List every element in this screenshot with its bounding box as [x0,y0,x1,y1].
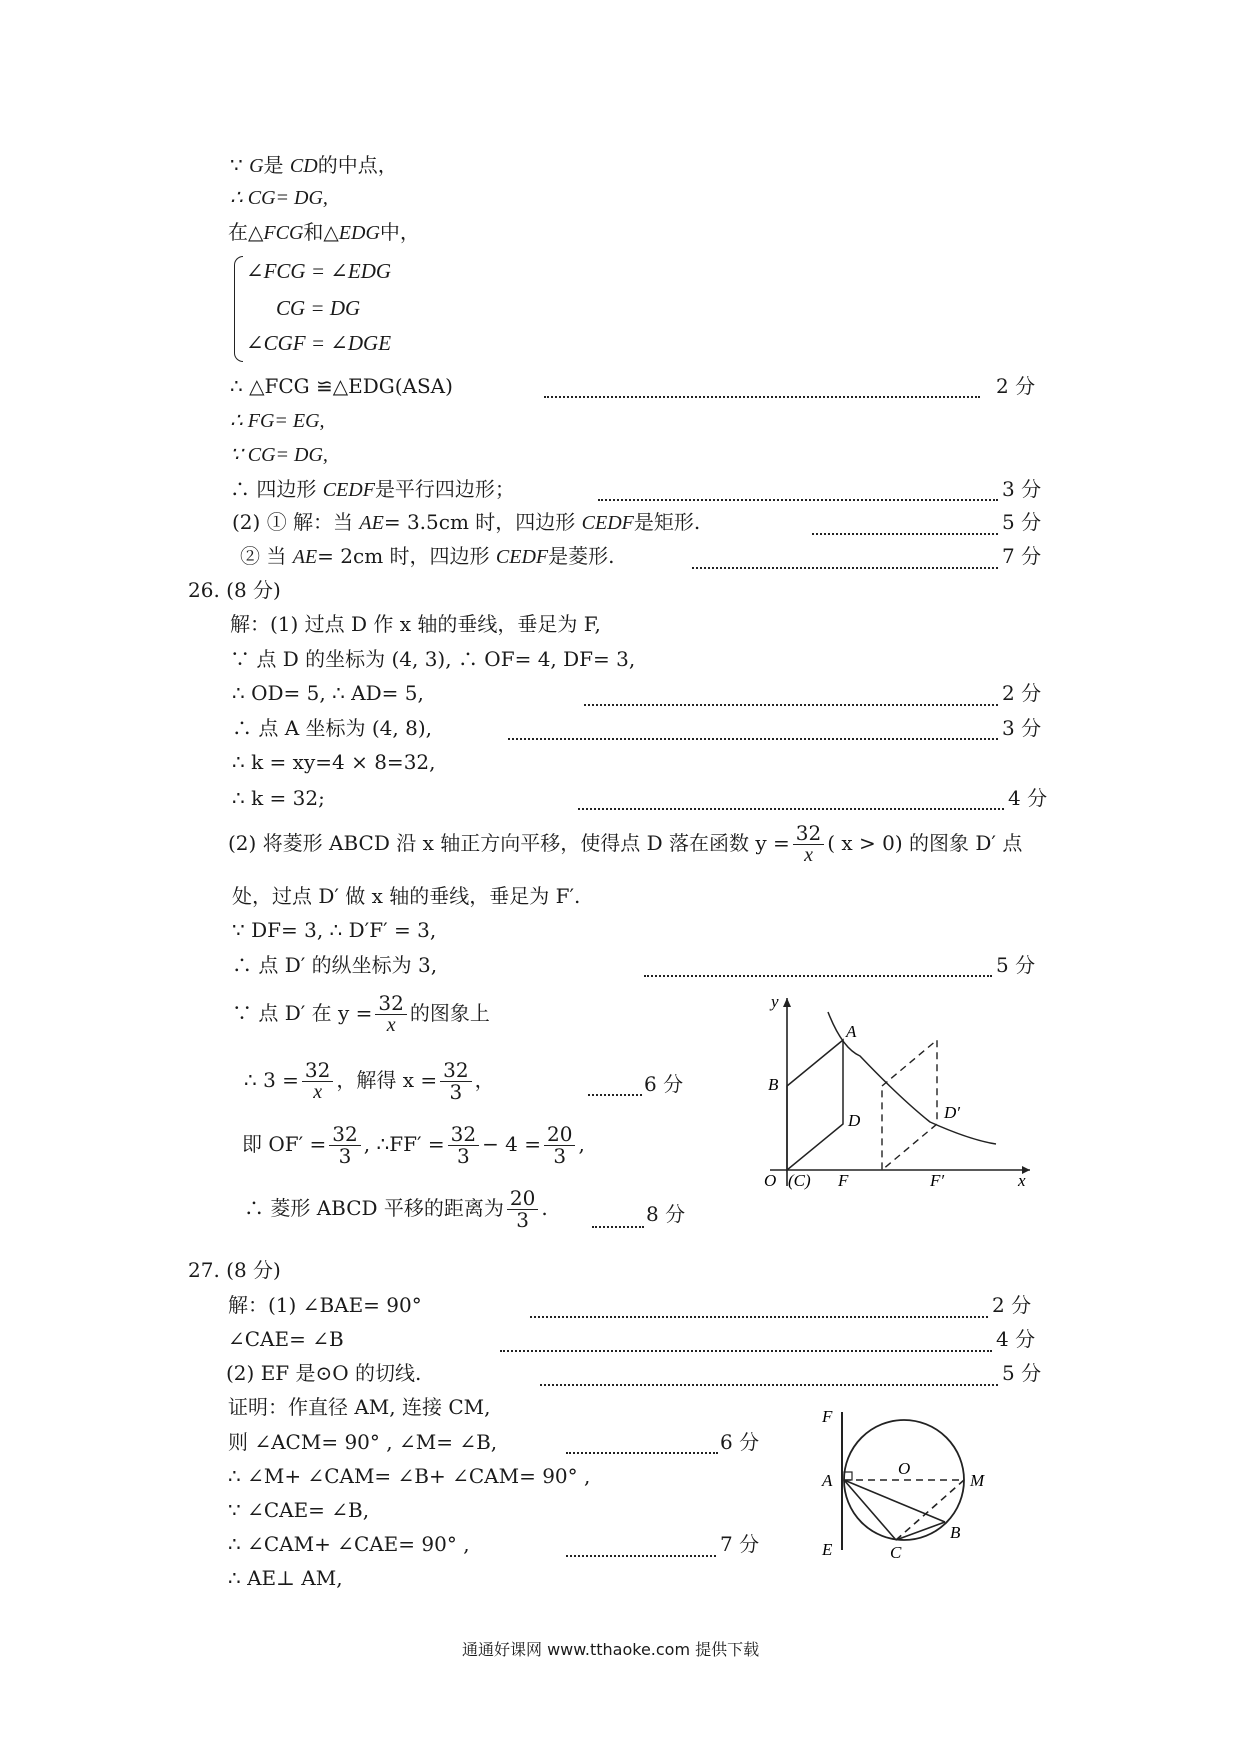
rhombus-abcd [787,1040,843,1170]
leader-dots [598,499,998,501]
p27-line6: ∴ ∠M+ ∠CAM= ∠B+ ∠CAM= 90° , [228,1464,591,1488]
p26-line4: ∴ 点 A 坐标为 (4, 8), [232,716,432,740]
p25-line5: ∴ FG= EG, [230,410,325,432]
leader-dots [578,808,1004,810]
p27-line1: 解：(1) ∠BAE= 90° [228,1293,422,1317]
score: 7 分 [720,1532,760,1556]
score: 2 分 [1002,681,1042,705]
leader-dots [592,1226,644,1228]
p26-line6: ∴ k = 32; [232,786,325,810]
label-C: (C) [788,1171,811,1190]
score: 5 分 [1002,1361,1042,1385]
p26-line12: ∴ 3 = $\frac{32}{x}$ ，解得 x = $\frac{32}{3}$ ， [244,1058,495,1104]
score: 8 分 [646,1202,686,1226]
p27-line2: ∠CAE= ∠B [228,1327,344,1351]
p27-line7: ∵ ∠CAE= ∠B, [228,1498,370,1522]
p27-line8: ∴ ∠CAM+ ∠CAE= 90° , [228,1532,470,1556]
p26-line11: ∵ 点 D′ 在 y = $\frac{32}{x}$ 的图象上 [232,991,490,1036]
leader-dots [588,1094,642,1096]
p25-line7: ∴ 四边形 CEDF是平行四边形； [230,477,515,501]
question-26-heading: 26. (8 分) [188,578,281,602]
p26-line7: (2) 将菱形 ABCD 沿 x 轴正方向平移，使得点 D 落在函数 y = $\frac{32}{x}$ ( x > 0) 的图象 D′ 点 [228,821,1023,866]
p27-line9: ∴ AE⊥ AM, [228,1566,343,1590]
p26-line14: ∴ 菱形 ABCD 平移的距离为 $\frac{20}{3}$ . [244,1186,548,1232]
system-eq3: ∠CGF = ∠DGE [246,331,392,355]
label-B: B [768,1075,779,1094]
p25-line9: ② 当 AE= 2cm 时，四边形 CEDF是菱形. [240,544,615,568]
leader-dots [540,1384,998,1386]
label-A: A [846,1022,857,1041]
figure-26-graph [740,990,1040,1190]
fraction: $\frac{32}{3}$ [329,1124,360,1167]
score: 6 分 [644,1072,684,1096]
p25-line6: ∵ CG= DG, [230,444,328,466]
score: 5 分 [1002,510,1042,534]
fraction: $\frac{32}{3}$ [448,1124,479,1167]
score: 6 分 [720,1430,760,1454]
p27-line3: (2) EF 是⊙O 的切线. [226,1361,422,1385]
score: 2 分 [992,1293,1032,1317]
fraction: $\frac{32}{x}$ [375,993,406,1036]
score: 7 分 [1002,544,1042,568]
score: 4 分 [1008,786,1048,810]
fraction: $\frac{20}{3}$ [544,1124,575,1167]
leader-dots [566,1555,716,1557]
leader-dots [530,1316,988,1318]
score: 4 分 [996,1327,1036,1351]
leader-dots [584,704,998,706]
figure-27-circle [812,1400,1022,1560]
label-B: B [950,1523,961,1542]
label-F: F [838,1171,849,1190]
label-F: F [822,1407,833,1426]
label-x: x [1018,1171,1026,1190]
label-O: O [764,1171,777,1190]
label-y: y [771,992,779,1011]
p26-line1: 解：(1) 过点 D 作 x 轴的垂线，垂足为 F, [230,612,601,636]
label-D: D [848,1111,861,1130]
system-eq2: CG = DG [276,296,361,320]
question-27-heading: 27. (8 分) [188,1258,281,1282]
label-O: O [898,1459,911,1478]
chord-ab [844,1480,945,1522]
p25-line1: ∵ G是 CD的中点， [230,153,398,177]
leader-dots [508,738,998,740]
score: 5 分 [996,953,1036,977]
label-M: M [970,1471,985,1490]
p26-line2: ∵ 点 D 的坐标为 (4, 3), ∴ OF= 4, DF= 3, [230,647,636,671]
p26-line10: ∴ 点 D′ 的纵坐标为 3, [232,953,438,977]
p26-line9: ∵ DF= 3, ∴ D′F′ = 3, [232,918,437,942]
score: 3 分 [1002,716,1042,740]
label-A: A [822,1471,833,1490]
fraction: $\frac{20}{3}$ [507,1188,538,1231]
score: 3 分 [1002,477,1042,501]
p25-line8: (2) ① 解：当 AE= 3.5cm 时，四边形 CEDF是矩形. [232,510,701,534]
fraction: $\frac{32}{x}$ [302,1060,333,1103]
p25-line4: ∴ △FCG ≌△EDG(ASA) [230,374,453,398]
leader-dots [544,396,980,398]
p26-line3: ∴ OD= 5, ∴ AD= 5, [232,681,424,705]
fraction: $\frac{32}{3}$ [440,1060,471,1103]
p26-line5: ∴ k = xy=4 × 8=32, [232,750,436,774]
p25-line2: ∴ CG= DG, [230,187,328,209]
leader-dots [644,975,992,977]
leader-dots [500,1350,992,1352]
system-brace [234,256,243,362]
leader-dots [692,567,998,569]
fraction: $\frac{32}{x}$ [793,823,824,866]
label-D-prime: D′ [944,1103,960,1122]
page-footer: 通通好课网 www.tthaoke.com 提供下载 [462,1640,760,1659]
p27-line5: 则 ∠ACM= 90° , ∠M= ∠B, [228,1430,498,1454]
system-eq1: ∠FCG = ∠EDG [246,259,392,283]
p26-line8: 处，过点 D′ 做 x 轴的垂线，垂足为 F′. [232,884,581,908]
p27-line4: 证明：作直径 AM, 连接 CM, [228,1395,491,1419]
label-E: E [822,1540,833,1559]
label-C: C [890,1543,902,1560]
leader-dots [812,533,998,535]
score: 2 分 [996,374,1036,398]
p25-line3: 在△FCG和△EDG中， [228,220,420,244]
leader-dots [566,1452,718,1454]
p26-line13: 即 OF′ = $\frac{32}{3}$ , ∴FF′ = $\frac{32}{3}$ − 4 = $\frac{20}{3}$ , [242,1122,585,1168]
label-F-prime: F′ [930,1171,945,1190]
y-axis-arrow [783,998,791,1007]
